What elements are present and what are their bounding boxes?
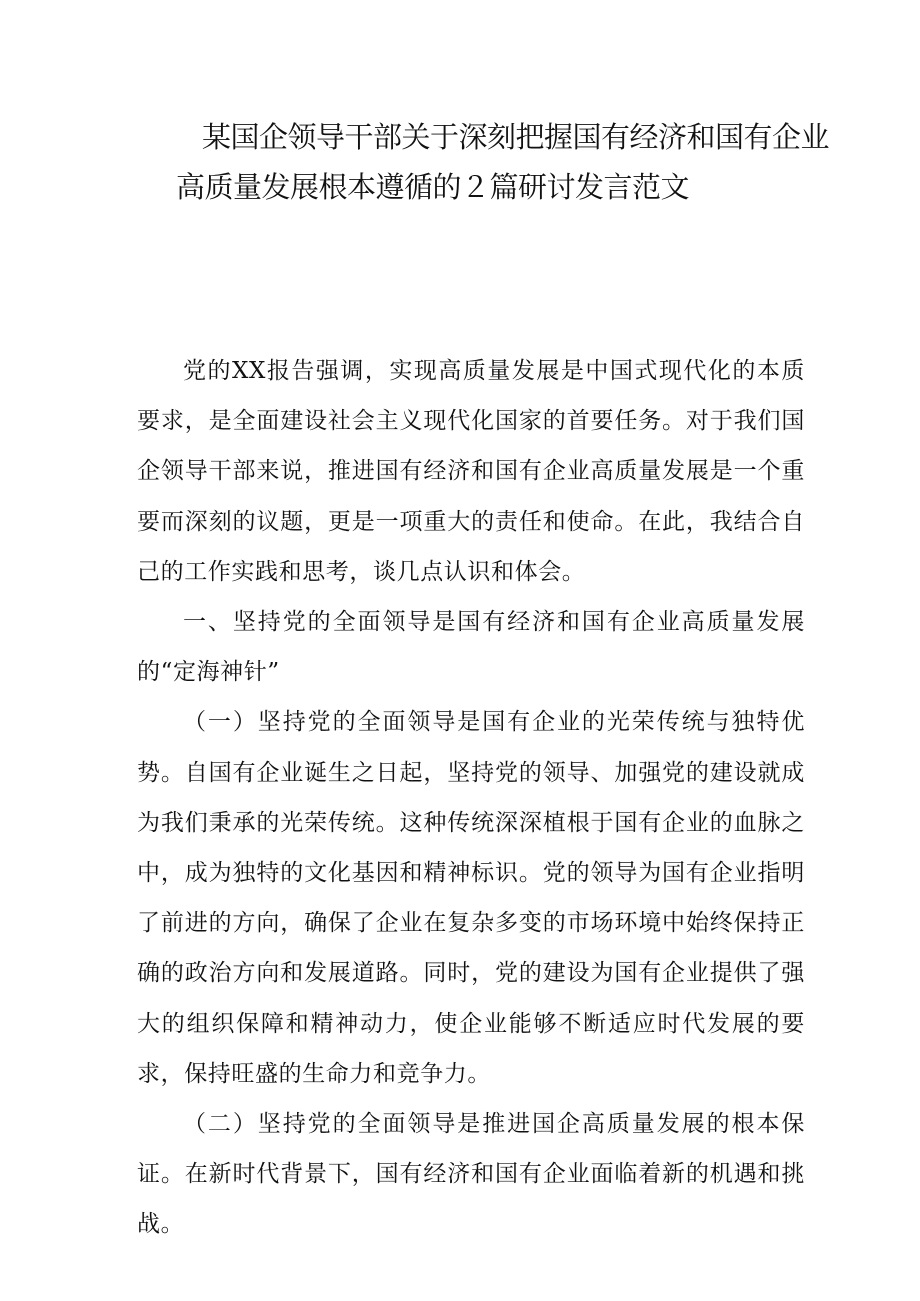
title-line-2: 高质量发展根本遵循的２篇研讨发言范文 [176, 170, 690, 204]
document-body [137, 346, 805, 1250]
intro-paragraph: 党的XX报告强调，实现高质量发展是中国式现代化的本质要求，是全面建设社会主义现代化国家的首要任务。对于我们国企领导干部来说，推进国有经济和国有企业高质量发展是一个重要而深刻的议题，更是一项重大的责任和使命。在此，我结合自己的工作实践和思考，谈几点认识和体会。 [137, 358, 805, 585]
subsection-paragraph-2: （二）坚持党的全面领导是推进国企高质量发展的根本保证。在新时代背景下，国有经济和国有企业面临着新的机遇和挑战。 [137, 1111, 805, 1238]
section-heading-1: 一、坚持党的全面领导是国有经济和国有企业高质量发展的“定海神针” [137, 609, 805, 686]
subsection-paragraph-1: （一）坚持党的全面领导是国有企业的光荣传统与独特优势。自国有企业诞生之日起，坚持党的领导、加强党的建设就成为我们秉承的光荣传统。这种传统深深植根于国有企业的血脉之中，成为独特的文化基因和精神标识。党的领导为国有企业指明了前进的方向，确保了企业在复杂多变的市场环境中始终保持正确的政治方向和发展道路。同时，党的建设为国有企业提供了强大的组织保障和精神动力，使企业能够不断适应时代发展的要求，保持旺盛的生命力和竞争力。 [137, 709, 805, 1087]
document-title [160, 112, 830, 212]
title-line-1: 某国企领导干部关于深刻把握国有经济和国有企业 [202, 120, 830, 154]
